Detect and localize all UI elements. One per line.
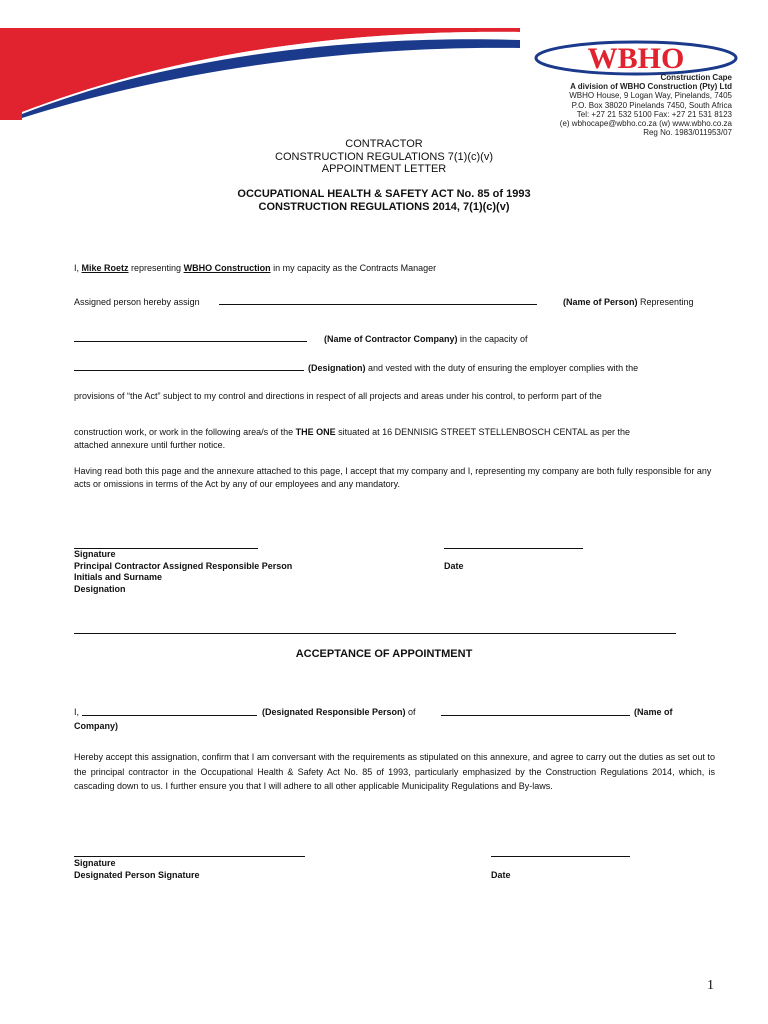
vested-text: and vested with the duty of ensuring the employer complies with the — [365, 363, 639, 373]
construction-prefix: construction work, or work in the following area/s of the — [74, 427, 296, 437]
company-address-block — [560, 73, 732, 137]
address-line-company: A division of WBHO Construction (Pty) Ltd — [570, 82, 732, 92]
capacity-of-text: in the capacity of — [457, 334, 528, 344]
designated-date-blank[interactable] — [491, 856, 630, 857]
address-line-reg: Reg No. 1983/011953/07 — [643, 128, 732, 138]
intro-suffix: in my capacity as the Contracts Manager — [270, 263, 437, 273]
designation-blank[interactable] — [74, 370, 304, 371]
construction-suffix: situated at 16 DENNISIG STREET STELLENBOSCH CENTAL as per the — [335, 427, 631, 437]
company-label: Company) — [74, 721, 119, 731]
name-of-person-label — [563, 296, 694, 309]
heading-contractor: CONTRACTOR — [345, 138, 423, 150]
name-of-person-blank[interactable] — [219, 304, 537, 305]
provisions-text: provisions of “the Act” subject to my control and directions in respect of all projects and areas under his control, to perform part of the — [74, 391, 602, 401]
header-swoosh-graphic — [0, 0, 520, 120]
designation-text: (Designation) — [308, 363, 366, 373]
heading-regulations: CONSTRUCTION REGULATIONS 7(1)(c)(v) — [275, 150, 493, 163]
name-of-label: (Name of — [634, 707, 673, 717]
appointer-company: WBHO Construction — [183, 263, 271, 273]
appointer-name: Mike Roetz — [81, 263, 129, 273]
address-line-street: WBHO House, 9 Logan Way, Pinelands, 7405 — [569, 91, 732, 101]
designation-label-sig: Designation — [74, 583, 126, 594]
wbho-logo — [534, 40, 738, 76]
principal-date-blank[interactable] — [444, 548, 583, 549]
acceptance-title: ACCEPTANCE OF APPOINTMENT — [295, 648, 473, 660]
of-text: of — [405, 707, 416, 717]
address-line-division: Construction Cape — [660, 73, 732, 82]
designated-signature-labels — [74, 857, 200, 881]
contractor-company-blank[interactable] — [74, 341, 307, 342]
contractor-company-label — [324, 333, 528, 346]
acceptance-paragraph: Hereby accept this assignation, confirm that I am conversant with the requirements as stipulated on this annexure, and agree to carry out the duties as set out to the principal contractor in the Occupational Health & Safety Act No. 85 of 1993, particularly emphasized by the Construction Regulations 2014, which, is cascading down to us. I further ensure you that I will adhere to all other applicable Municipality Regulations and By-laws. — [74, 752, 715, 791]
address-line-email: (e) wbhocape@wbho.co.za (w) www.wbho.co.za — [559, 119, 732, 129]
heading-ohs-act: OCCUPATIONAL HEALTH & SAFETY ACT No. 85 of 1993 — [237, 188, 531, 200]
acceptance-i: I, — [74, 707, 80, 717]
initials-label: Initials and Surname — [74, 572, 163, 582]
designation-label — [308, 362, 638, 375]
signature-label: Signature — [74, 549, 116, 559]
logo-text: WBHO — [587, 42, 685, 75]
assign-label: Assigned person hereby assign — [74, 297, 200, 307]
heading-regulations-2014: CONSTRUCTION REGULATIONS 2014, 7(1)(c)(v) — [258, 200, 510, 213]
address-line-pobox: P.O. Box 38020 Pinelands 7450, South Africa — [571, 100, 732, 110]
construction-line-2: attached annexure until further notice. — [74, 440, 226, 450]
designated-person-label — [262, 706, 416, 719]
designated-person-text: (Designated Responsible Person) — [262, 707, 406, 717]
name-of-person-text: (Name of Person) — [563, 297, 638, 307]
having-read-paragraph: Having read both this page and the annexure attached to this page, I accept that my company and I, representing my company are both fully responsible for any acts or omissions in terms of the Act by any of our employees and any mandatory. — [74, 466, 712, 489]
intro-prefix: I, — [74, 263, 82, 273]
heading-block — [0, 138, 768, 176]
contractor-company-text: (Name of Contractor Company) — [324, 334, 458, 344]
address-line-phone: Tel: +27 21 532 5100 Fax: +27 21 531 8123 — [576, 109, 732, 119]
acceptance-company-blank[interactable] — [441, 715, 630, 716]
section-divider — [74, 633, 676, 634]
designated-date-label: Date — [491, 870, 511, 880]
representing-text: representing — [128, 263, 184, 273]
principal-signature-labels — [74, 549, 292, 595]
page-number: 1 — [707, 978, 714, 993]
heading-appointment-letter: APPOINTMENT LETTER — [321, 163, 447, 175]
designated-signature-label: Designated Person Signature — [74, 870, 200, 880]
designated-person-blank[interactable] — [82, 715, 257, 716]
principal-label: Principal Contractor Assigned Responsible Person — [74, 560, 293, 571]
signature-label-2: Signature — [74, 858, 116, 868]
project-name: THE ONE — [295, 427, 336, 437]
principal-date-label: Date — [444, 561, 464, 571]
representing-word: Representing — [637, 297, 694, 307]
construction-line — [74, 426, 630, 439]
intro-line — [74, 262, 436, 275]
subheading-block — [0, 188, 768, 213]
